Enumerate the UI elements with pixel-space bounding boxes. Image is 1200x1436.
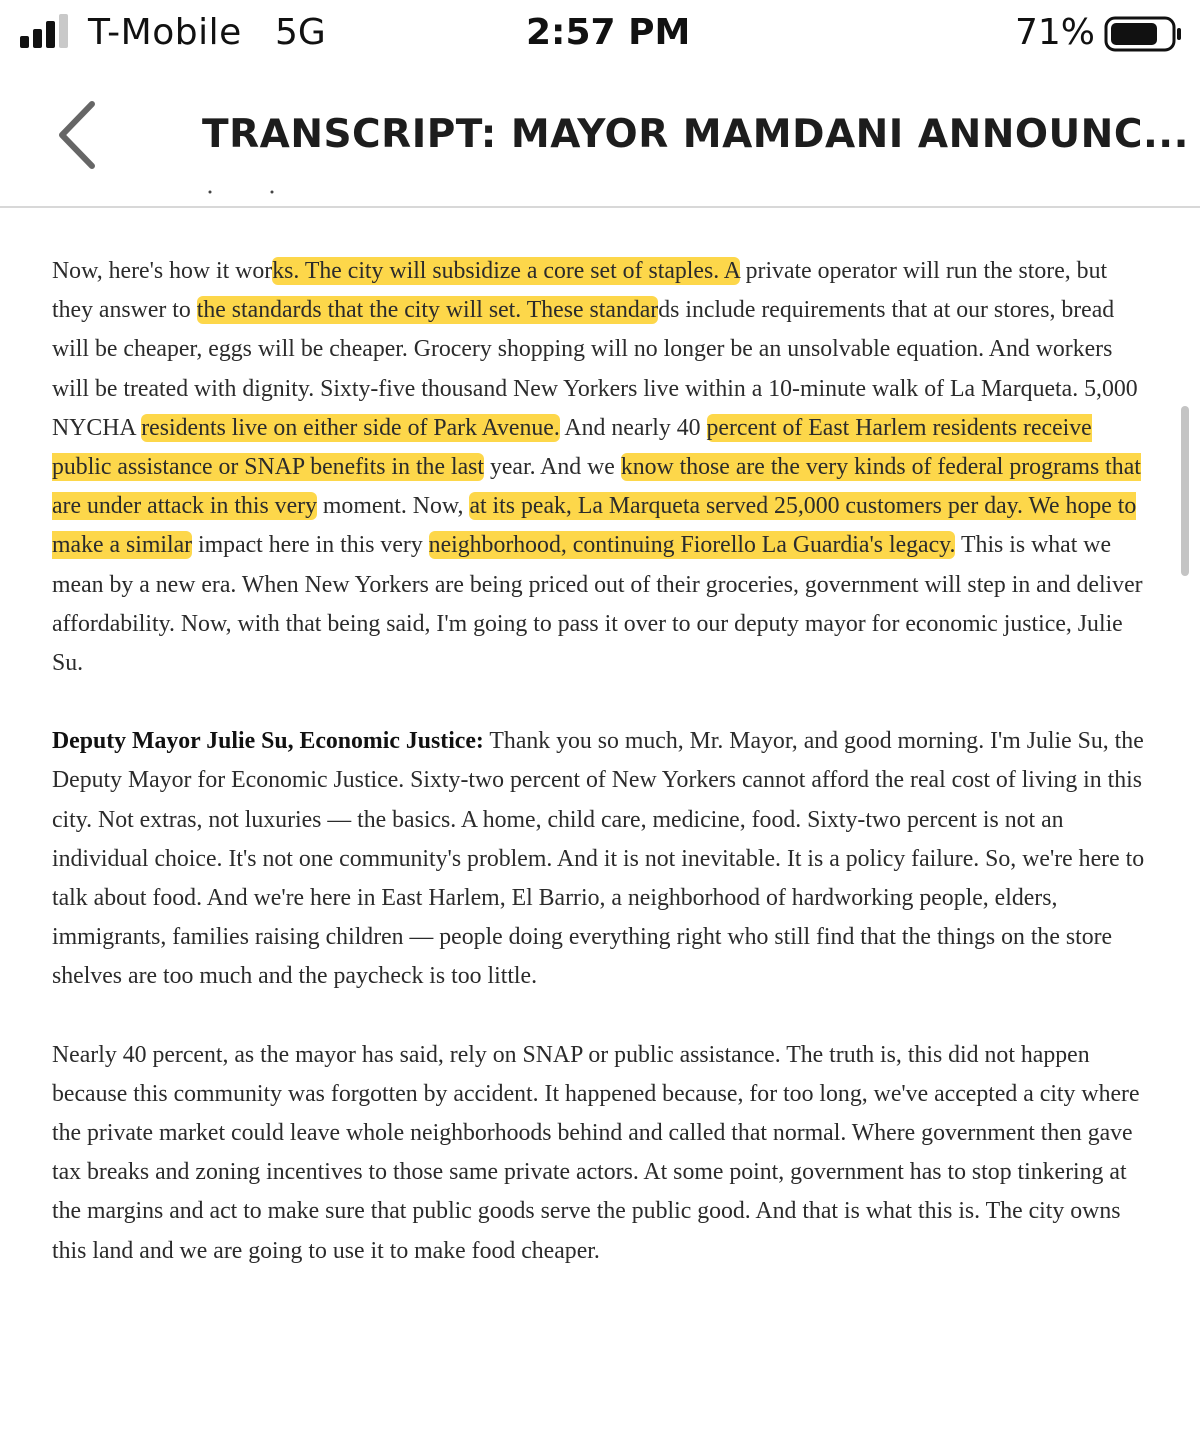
article-body xyxy=(52,252,1152,1310)
status-bar xyxy=(0,0,1200,70)
highlight: the standards that the city will set. These standar xyxy=(196,297,659,324)
network-type: 5G xyxy=(275,12,326,53)
paragraph-deputy-mayor-continued: Nearly 40 percent, as the mayor has said, rely on SNAP or public assistance. The truth is, this did not happen because this community was forgotten by accident. It happened because, for too long, we've accepted a city where the private market could leave whole neighborhoods behind and called that normal. Where government then gave tax breaks and zoning incentives to those same private actors. At some point, government has to stop tinkering at the margins and act to make sure that public goods serve the public good. And that is what this is. The city owns this land and we are going to use it to make food cheaper. xyxy=(52,1041,1140,1264)
cut-off-text-fragment xyxy=(52,188,312,208)
scrollbar-thumb[interactable] xyxy=(1181,406,1189,576)
paragraph-mayor: Now, here's how it works. The city will subsidize a core set of staples. A private operator will run the store, but they answer to the standards that the city will set. These standards include requirements that at our stores, bread will be cheaper, eggs will be cheaper. Grocery shopping will no longer be an unsolvable equation. And workers will be treated with dignity. Sixty-five thousand New Yorkers live within a 10-minute walk of La Marqueta. 5,000 NYCHA residents live on either side of Park Avenue. And nearly 40 percent of East Harlem residents receive public assistance or SNAP benefits in the last year. And we know those are the very kinds of federal programs that are under attack in this very moment. Now, at its peak, La Marqueta served 25,000 customers per day. We hope to make a similar impact here in this very neighborhood, continuing Fiorello La Guardia's legacy. This is what we mean by a new era. When New Yorkers are being priced out of their groceries, government will step in and deliver affordability. Now, with that being said, I'm going to pass it over to our deputy mayor for economic justice, Julie Su. xyxy=(52,258,1143,677)
battery-icon xyxy=(1104,16,1184,52)
signal-bars-icon xyxy=(20,14,74,48)
page-title: TRANSCRIPT: MAYOR MAMDANI ANNOUNC... xyxy=(202,112,1189,157)
highlight: at its peak, La Marqueta served 25,000 customers per day. We hope to make a similar xyxy=(52,493,1137,559)
battery-percent: 71% xyxy=(1015,12,1096,53)
highlight: know those are the very kinds of federal programs that are under attack in this very xyxy=(52,454,1141,520)
paragraph-deputy-mayor: Deputy Mayor Julie Su, Economic Justice: Thank you so much, Mr. Mayor, and good morning. I'm Julie Su, the Deputy Mayor for Economic Justice. Sixty-two percent of New Yorkers cannot afford the real cost of living in this city. Not extras, not luxuries — the basics. A home, child care, medicine, food. Sixty-two percent is not an individual choice. It's not one community's problem. And it is not inevitable. It is a policy failure. So, we're here to talk about food. And we're here in East Harlem, El Barrio, a neighborhood of hardworking people, elders, immigrants, families raising children — people doing everything right who still find that the things on the store shelves are too much and the paycheck is too little. xyxy=(52,728,1145,990)
clock-time: 2:57 PM xyxy=(526,12,691,53)
chevron-left-icon[interactable] xyxy=(56,100,100,170)
highlight: percent of East Harlem residents receive public assistance or SNAP benefits in the last xyxy=(52,414,1092,481)
speaker-label: Deputy Mayor Julie Su, Economic Justice: xyxy=(52,728,484,755)
highlight: ks. The city will subsidize a core set of staples. A xyxy=(272,258,740,284)
highlight: neighborhood, continuing Fiorello La Guardia's legacy. xyxy=(428,532,956,559)
carrier-name: T-Mobile xyxy=(88,12,242,53)
highlight: residents live on either side of Park Avenue. xyxy=(141,414,560,441)
